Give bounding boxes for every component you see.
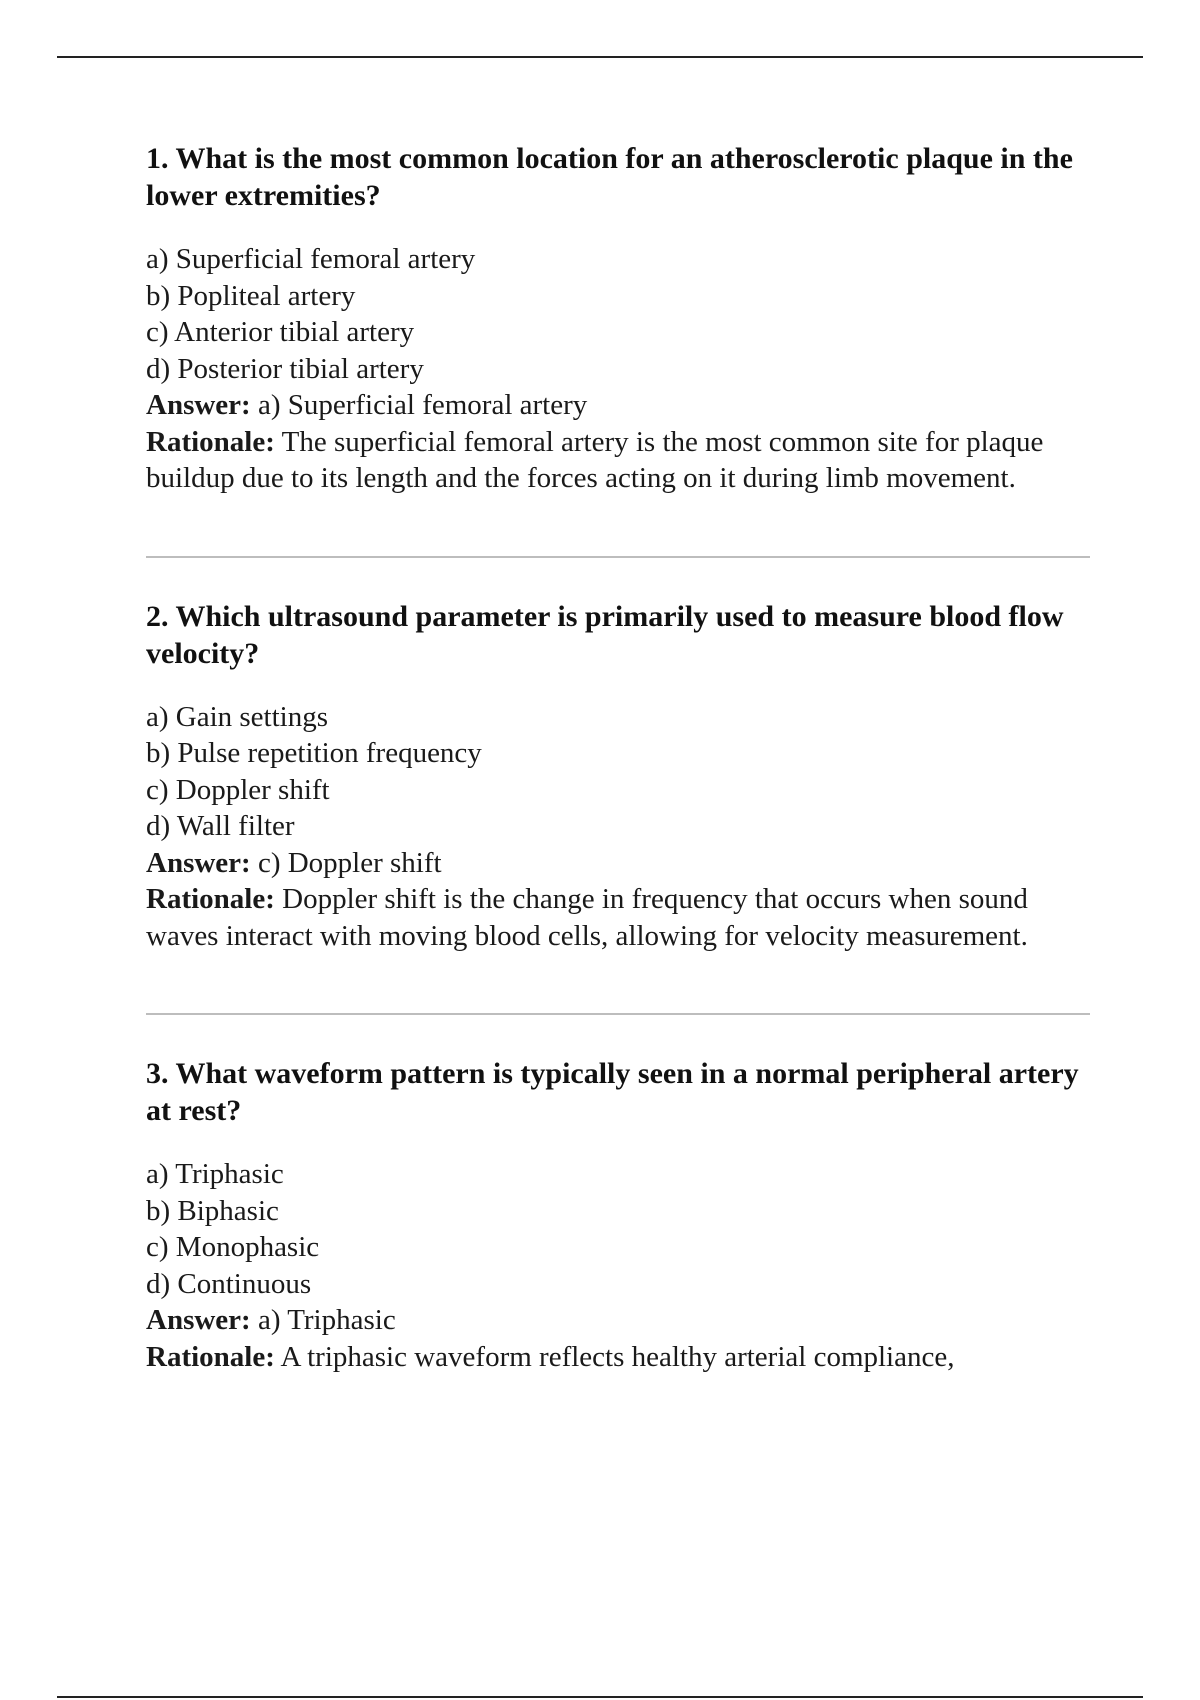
answer-label: Answer: [146,389,251,421]
option-d: d) Posterior tibial artery [146,352,424,385]
rationale-line [146,424,1094,497]
option-b: b) Popliteal artery [146,279,356,312]
answer-value: a) Triphasic [257,1304,396,1336]
option-b: b) Biphasic [146,1194,279,1227]
question-title: 2. Which ultrasound parameter is primarily used to measure blood flow velocity? [146,599,1064,670]
rationale-line [146,881,1094,954]
rationale-text: Doppler shift is the change in frequency that occurs when sound waves interact with moving blood cells, allowing for velocity measurement. [146,883,1028,952]
question-block-1 [146,140,1094,497]
option-b: b) Pulse repetition frequency [146,737,482,769]
rationale-line [146,1339,1094,1376]
answer-line [146,1302,1094,1339]
answer-value: a) Superficial femoral artery [257,389,588,421]
rationale-text: The superficial femoral artery is the most common site for plaque buildup due to its length and the forces acting on it during limb movement. [146,425,1044,494]
option-a: a) Triphasic [146,1158,284,1190]
rationale-label: Rationale: [146,1340,275,1373]
question-block-2 [146,598,1094,955]
option-d: d) Wall filter [146,810,295,842]
section-divider [146,1013,1090,1015]
section-divider [146,556,1090,558]
bottom-rule [57,1696,1143,1698]
option-c: c) Monophasic [146,1231,320,1263]
option-a: a) Superficial femoral artery [146,243,476,275]
option-c: c) Anterior tibial artery [146,316,415,348]
rationale-text: A triphasic waveform reflects healthy arterial compliance, [280,1340,955,1373]
answer-label: Answer: [146,1304,251,1336]
answer-value: c) Doppler shift [257,846,442,879]
option-a: a) Gain settings [146,700,329,733]
option-c: c) Doppler shift [146,773,330,806]
rationale-label: Rationale: [146,425,275,458]
answer-label: Answer: [146,846,251,879]
question-title: 3. What waveform pattern is typically seen in a normal peripheral artery at rest? [146,1057,1079,1127]
document-body [146,140,1094,1375]
question-title: 1. What is the most common location for an atherosclerotic plaque in the lower extremities? [146,142,1073,212]
answer-line [146,845,1094,882]
top-rule [57,56,1143,58]
answer-line [146,387,1094,424]
option-d: d) Continuous [146,1267,312,1300]
rationale-label: Rationale: [146,883,275,915]
question-block-3 [146,1055,1094,1375]
